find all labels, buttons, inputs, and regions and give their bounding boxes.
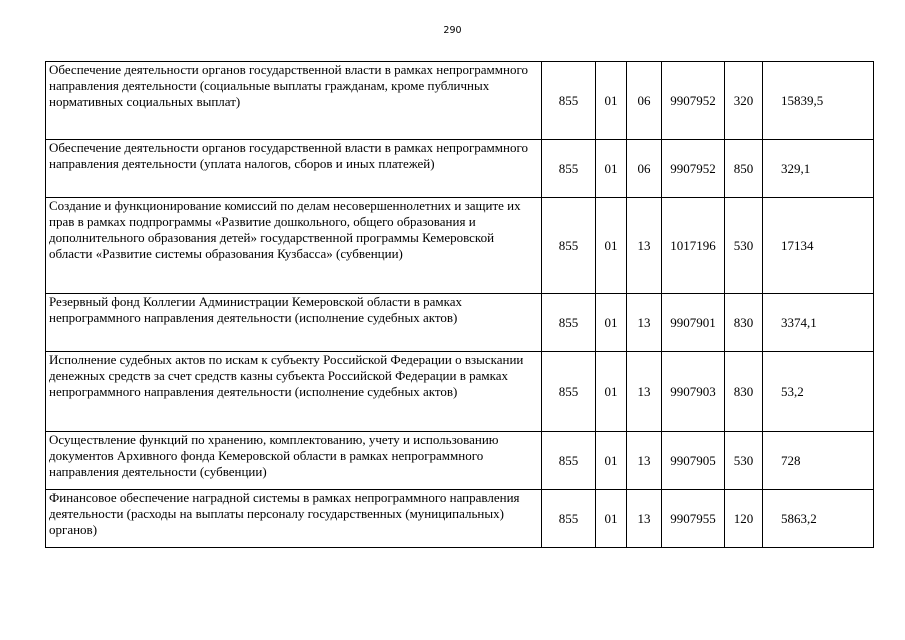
table-row: [46, 352, 874, 432]
amount: 5863,2: [763, 490, 874, 548]
target-article-code: 9907952: [662, 62, 725, 140]
section-code: 01: [596, 294, 627, 352]
ministry-code: 855: [542, 62, 596, 140]
expense-type-code: 850: [725, 140, 763, 198]
ministry-code: 855: [542, 432, 596, 490]
ministry-code: 855: [542, 490, 596, 548]
section-code: 01: [596, 62, 627, 140]
amount: 15839,5: [763, 62, 874, 140]
expense-type-code: 830: [725, 352, 763, 432]
row-description: Обеспечение деятельности органов государственной власти в рамках непрограммного направления деятельности (социальные выплаты гражданам, кроме публичных нормативных социальных выплат): [46, 62, 542, 140]
section-code: 01: [596, 490, 627, 548]
expense-type-code: 120: [725, 490, 763, 548]
ministry-code: 855: [542, 140, 596, 198]
section-code: 01: [596, 198, 627, 294]
subsection-code: 13: [627, 198, 662, 294]
ministry-code: 855: [542, 294, 596, 352]
expense-type-code: 320: [725, 62, 763, 140]
expense-type-code: 530: [725, 432, 763, 490]
section-code: 01: [596, 140, 627, 198]
subsection-code: 13: [627, 294, 662, 352]
amount: 53,2: [763, 352, 874, 432]
table-row: [46, 198, 874, 294]
subsection-code: 13: [627, 352, 662, 432]
table-row: [46, 490, 874, 548]
target-article-code: 9907955: [662, 490, 725, 548]
amount: 329,1: [763, 140, 874, 198]
ministry-code: 855: [542, 352, 596, 432]
table-row: [46, 62, 874, 140]
row-description: Резервный фонд Коллегии Администрации Кемеровской области в рамках непрограммного направления деятельности (исполнение судебных актов): [46, 294, 542, 352]
expense-type-code: 530: [725, 198, 763, 294]
row-description: Исполнение судебных актов по искам к субъекту Российской Федерации о взыскании денежных средств за счет средств казны субъекта Российской Федерации в рамках непрограммного направления деятельности (исполнение судебных актов): [46, 352, 542, 432]
amount: 17134: [763, 198, 874, 294]
expense-type-code: 830: [725, 294, 763, 352]
target-article-code: 9907901: [662, 294, 725, 352]
row-description: Осуществление функций по хранению, комплектованию, учету и использованию документов Архивного фонда Кемеровской области в рамках непрограммного направления деятельности (субвенции): [46, 432, 542, 490]
row-description: Обеспечение деятельности органов государственной власти в рамках непрограммного направления деятельности (уплата налогов, сборов и иных платежей): [46, 140, 542, 198]
section-code: 01: [596, 432, 627, 490]
target-article-code: 9907952: [662, 140, 725, 198]
subsection-code: 13: [627, 432, 662, 490]
table-row: [46, 432, 874, 490]
subsection-code: 06: [627, 140, 662, 198]
amount: 3374,1: [763, 294, 874, 352]
ministry-code: 855: [542, 198, 596, 294]
target-article-code: 9907905: [662, 432, 725, 490]
row-description: Финансовое обеспечение наградной системы в рамках непрограммного направления деятельности (расходы на выплаты персоналу государственных (муниципальных) органов): [46, 490, 542, 548]
section-code: 01: [596, 352, 627, 432]
row-description: Создание и функционирование комиссий по делам несовершеннолетних и защите их прав в рамках подпрограммы «Развитие дошкольного, общего образования и дополнительного образования детей» государственной программы Кемеровской области «Развитие системы образования Кузбасса» (субвенции): [46, 198, 542, 294]
table-row: [46, 294, 874, 352]
amount: 728: [763, 432, 874, 490]
subsection-code: 06: [627, 62, 662, 140]
target-article-code: 1017196: [662, 198, 725, 294]
budget-table: [45, 61, 874, 548]
target-article-code: 9907903: [662, 352, 725, 432]
table-row: [46, 140, 874, 198]
page-number: 290: [443, 25, 462, 36]
subsection-code: 13: [627, 490, 662, 548]
